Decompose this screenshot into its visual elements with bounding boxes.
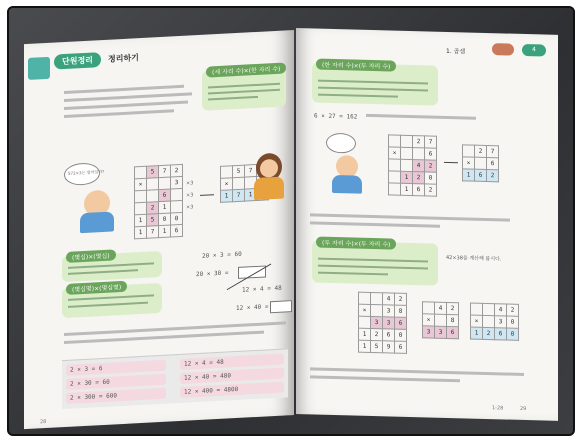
calc-grid-5: 4 2 × 3 8 3 3 6 1 2 6 0 1 5 9 6 [358, 292, 407, 354]
right-page [296, 28, 558, 421]
practice-row: 12 × 4 = 48 [180, 354, 284, 370]
footer-code: 1-28 [492, 405, 504, 412]
practice-band [62, 348, 288, 409]
concept-box-title: (세 자리 수)×(한 자리 수) [206, 62, 286, 77]
paragraph [310, 208, 510, 234]
boy-body [332, 175, 362, 194]
mult-expression: 12 × 4 = 48 [242, 284, 282, 294]
calc-grid-2: 5 7 × 1 7 1 [220, 163, 269, 203]
concept-box-title: (두 자리 수)×(두 자리 수) [316, 237, 396, 250]
concept-box-title: (한 자리 수)×(두 자리 수) [316, 59, 396, 72]
open-textbook [24, 20, 556, 426]
calc-grid-6: 4 2 × 8 3 3 6 [422, 301, 459, 339]
concept-box-2 [312, 240, 438, 285]
answer-box [270, 300, 292, 313]
page-number: 28 [40, 418, 47, 426]
practice-row: 12 × 40 = 480 [180, 368, 284, 384]
side-text: 42×38을 계산해 봅시다. [446, 254, 502, 263]
equation-line: 6 × 27 = 162 [314, 112, 358, 121]
practice-row: 2 × 30 = 60 [66, 374, 166, 390]
calc-grid-1: 5 7 2 × 3 6 2 1 1 5 0 0 1 7 1 6 [134, 164, 183, 240]
concept-box-left [202, 66, 286, 110]
arrow-right-icon [200, 194, 214, 196]
concept-box-1 [312, 62, 438, 105]
section-tag: 1. 곱셈 [446, 47, 466, 56]
calc-side-label: ×3 [186, 180, 194, 187]
practice-row: 12 × 400 = 4800 [180, 382, 284, 398]
note-box-title: (몇십)×(몇십) [66, 249, 116, 263]
mult-expression: 12 × 40 = [236, 303, 269, 313]
chapter-badge: 단원정리 [54, 52, 101, 69]
practice-row: 2 × 3 = 6 [66, 360, 166, 376]
paragraph [310, 362, 524, 389]
intro-text [64, 79, 194, 123]
summary-text [64, 316, 286, 349]
mult-expression: 20 × 3 = 60 [202, 250, 242, 260]
calc-side-label: ×3 [186, 204, 194, 211]
page-number: 29 [520, 405, 527, 413]
calc-grid-7: 4 2 × 3 0 1 2 6 0 [470, 303, 519, 341]
mult-expression: 20 × 30 = [196, 269, 229, 279]
calc-grid-4: 2 7 × 6 1 6 2 [462, 144, 499, 182]
speech-bubble [326, 133, 356, 154]
note-box-title: (몇십몇)×(몇십몇) [66, 281, 127, 295]
chapter-tab-icon [28, 57, 50, 80]
calc-grid-3: 2 7 × 6 4 2 1 2 0 1 6 2 [388, 134, 437, 196]
rollercoaster-icon [492, 43, 514, 56]
left-page [24, 30, 294, 429]
practice-row: 2 × 300 = 600 [66, 388, 166, 404]
arrow-right-icon [444, 162, 458, 163]
note-box-2 [62, 283, 162, 318]
girl-body [254, 177, 284, 201]
page-badge: 4 [522, 44, 546, 57]
speech-bubble: 572×3은 얼마일까? [64, 162, 100, 186]
calc-side-label: ×3 [186, 192, 194, 199]
boy-body [80, 211, 114, 233]
page-title: 정리하기 [108, 53, 139, 64]
explanation-text [366, 114, 476, 120]
note-box-1 [62, 251, 162, 282]
